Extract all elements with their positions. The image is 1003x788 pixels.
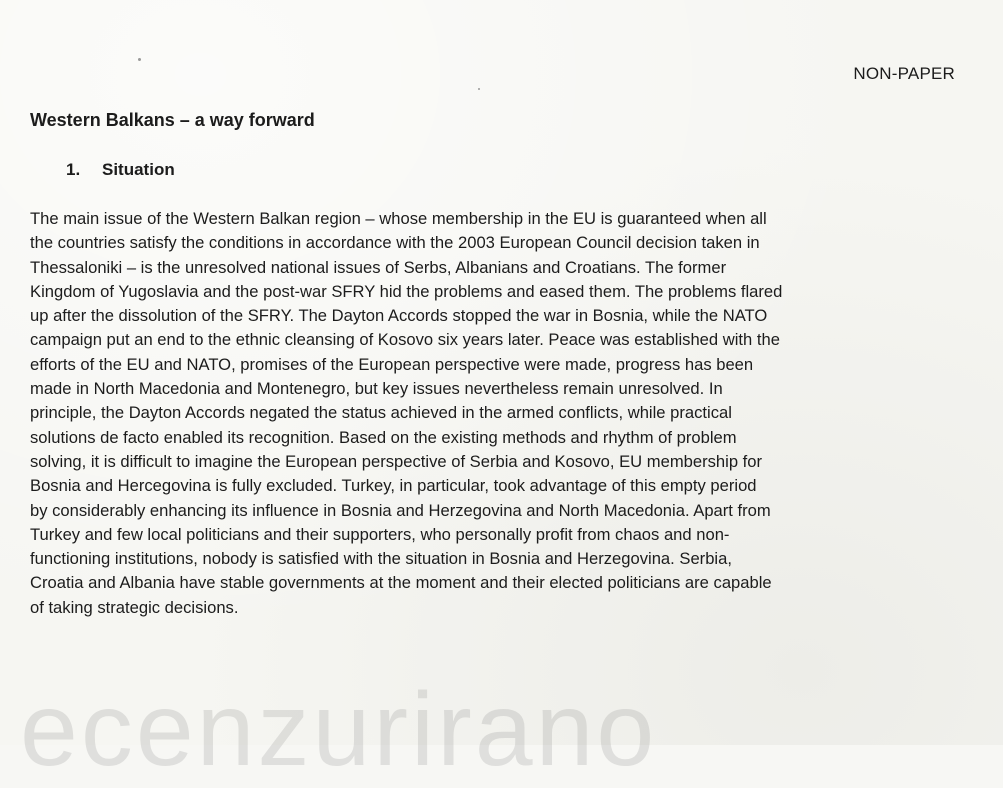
paragraph-line: by considerably enhancing its influence in Bosnia and Herzegovina and North Macedonia. Apart from xyxy=(30,500,771,520)
body-paragraph xyxy=(30,207,975,620)
paragraph-line: principle, the Dayton Accords negated the status achieved in the armed conflicts, while practical xyxy=(30,403,732,423)
document-title: Western Balkans – a way forward xyxy=(30,110,315,130)
paragraph-line: functioning institutions, nobody is satisfied with the situation in Bosnia and Herzegovina. Serbia, xyxy=(30,549,732,569)
scan-speck xyxy=(138,58,141,61)
paragraph-line: solving, it is difficult to imagine the European perspective of Serbia and Kosovo, EU membership for xyxy=(30,451,763,471)
paragraph-line: the countries satisfy the conditions in accordance with the 2003 European Council decision taken in xyxy=(30,233,760,253)
paragraph-line: made in North Macedonia and Montenegro, but key issues nevertheless remain unresolved. In xyxy=(30,379,723,399)
scan-speck xyxy=(478,88,480,90)
document-label: NON-PAPER xyxy=(853,64,955,83)
paragraph-line: Kingdom of Yugoslavia and the post-war SFRY hid the problems and eased them. The problems flared xyxy=(30,281,783,301)
paragraph-line: of taking strategic decisions. xyxy=(30,597,239,617)
paragraph-line: campaign put an end to the ethnic cleansing of Kosovo six years later. Peace was established with the xyxy=(30,330,780,350)
paragraph-line: solutions de facto enabled its recognition. Based on the existing methods and rhythm of problem xyxy=(30,427,737,447)
paragraph-line: Thessaloniki – is the unresolved national issues of Serbs, Albanians and Croatians. The former xyxy=(30,257,727,277)
section-heading xyxy=(66,160,175,180)
paragraph-line: The main issue of the Western Balkan region – whose membership in the EU is guaranteed when all xyxy=(30,209,767,228)
paragraph-line: Bosnia and Hercegovina is fully excluded. Turkey, in particular, took advantage of this empty period xyxy=(30,476,757,496)
paragraph-line: efforts of the EU and NATO, promises of the European perspective were made, progress has been xyxy=(30,354,754,374)
paragraph-line: Croatia and Albania have stable governments at the moment and their elected politicians are capable xyxy=(30,573,772,593)
paragraph-line: up after the dissolution of the SFRY. The Dayton Accords stopped the war in Bosnia, while the NATO xyxy=(30,306,768,326)
watermark: ecenzurirano xyxy=(20,672,658,788)
section-title: Situation xyxy=(102,160,175,179)
section-number: 1. xyxy=(66,160,81,179)
paragraph-line: Turkey and few local politicians and their supporters, who personally profit from chaos and non- xyxy=(30,524,730,544)
